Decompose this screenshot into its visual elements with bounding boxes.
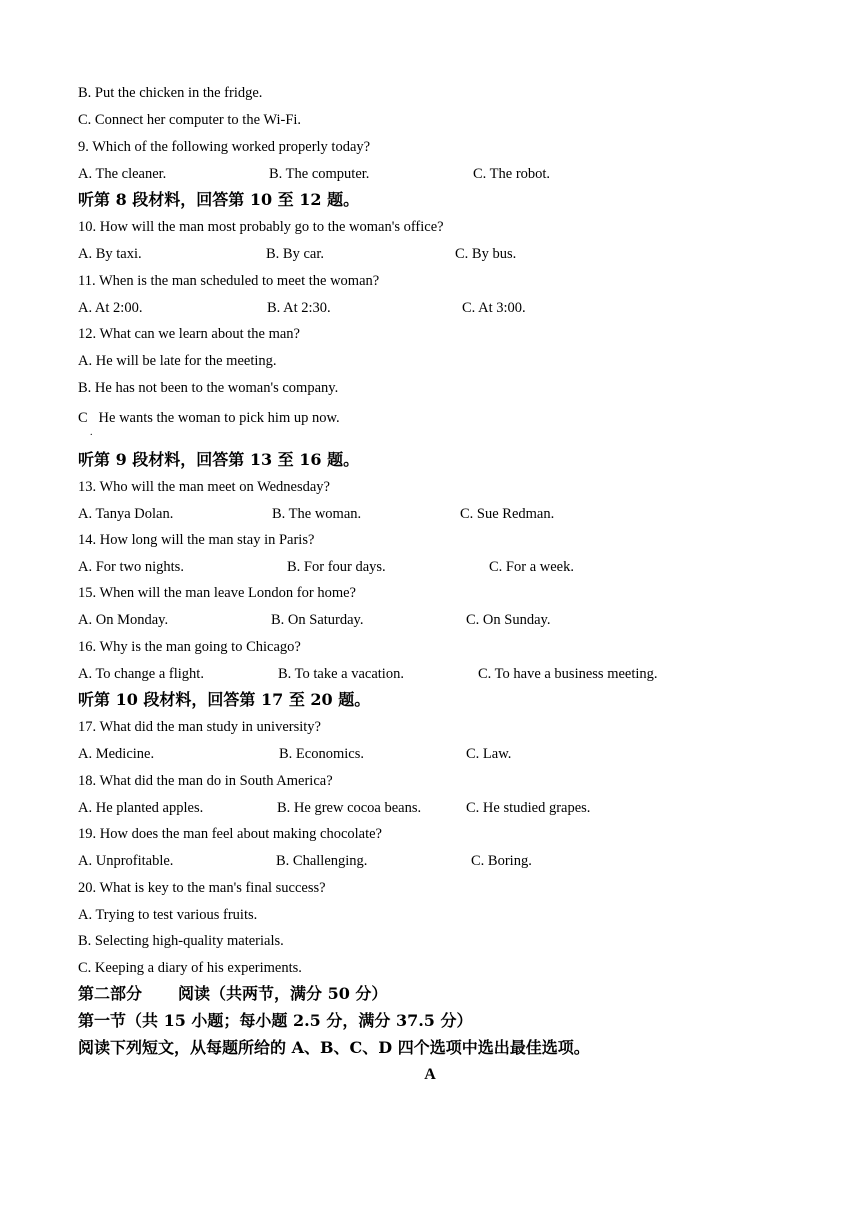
option-c: C. Keeping a diary of his experiments. xyxy=(78,960,302,976)
part-two-heading xyxy=(78,984,387,1004)
option-b: B. Economics. xyxy=(279,746,364,762)
stray-dot: . xyxy=(90,427,93,438)
section-heading: 听第 8 段材料，回答第 10 至 12 题。 xyxy=(78,190,360,209)
option-a: A. For two nights. xyxy=(78,559,184,575)
option-c: C. On Sunday. xyxy=(466,612,551,628)
option-b: B. By car. xyxy=(266,246,324,262)
option-a: A. He will be late for the meeting. xyxy=(78,353,277,369)
option-c: C. Boring. xyxy=(471,853,532,869)
question-18: 18. What did the man do in South America? xyxy=(78,773,333,789)
option-b: B. Selecting high-quality materials. xyxy=(78,933,284,949)
option-b: B. He grew cocoa beans. xyxy=(277,800,422,816)
option-b: B. The woman. xyxy=(272,506,362,522)
option-c: C. To have a business meeting. xyxy=(478,666,658,682)
option-c: C. Law. xyxy=(466,746,512,762)
option-c: C. He studied grapes. xyxy=(466,800,591,816)
option-b: B. He has not been to the woman's company. xyxy=(78,380,339,396)
section-heading: 听第 10 段材料，回答第 17 至 20 题。 xyxy=(78,690,371,709)
option-a: A. By taxi. xyxy=(78,246,142,262)
option-a: A. The cleaner. xyxy=(78,166,167,182)
option-b: B. For four days. xyxy=(287,559,386,575)
option-c: C. For a week. xyxy=(489,559,574,575)
option-c: C. Sue Redman. xyxy=(460,506,555,522)
option-b: B. The computer. xyxy=(269,166,370,182)
question-10: 10. How will the man most probably go to the woman's office? xyxy=(78,219,444,235)
option-a: A. Unprofitable. xyxy=(78,853,174,869)
option-a: A. On Monday. xyxy=(78,612,169,628)
part-two-title: 阅读（共两节，满分 50 分） xyxy=(178,984,388,1003)
question-16: 16. Why is the man going to Chicago? xyxy=(78,639,301,655)
option-c: C. At 3:00. xyxy=(462,300,526,316)
option-a: A. At 2:00. xyxy=(78,300,143,316)
question-20: 20. What is key to the man's final success? xyxy=(78,880,326,896)
question-15: 15. When will the man leave London for home? xyxy=(78,585,356,601)
question-12: 12. What can we learn about the man? xyxy=(78,326,300,342)
question-17: 17. What did the man study in university? xyxy=(78,719,321,735)
option-c: C. The robot. xyxy=(473,166,551,182)
option-c: C. By bus. xyxy=(455,246,517,262)
section-heading: 听第 9 段材料，回答第 13 至 16 题。 xyxy=(78,450,360,469)
question-14: 14. How long will the man stay in Paris? xyxy=(78,532,315,548)
option-a: A. Tanya Dolan. xyxy=(78,506,174,522)
option-line: B. Put the chicken in the fridge. xyxy=(78,85,263,101)
option-b: B. To take a vacation. xyxy=(278,666,404,682)
option-line: C. Connect her computer to the Wi-Fi. xyxy=(78,112,302,128)
option-b: B. Challenging. xyxy=(276,853,368,869)
option-a: A. To change a flight. xyxy=(78,666,204,682)
option-a: A. He planted apples. xyxy=(78,800,204,816)
section-one-heading: 第一节（共 15 小题；每小题 2.5 分，满分 37.5 分） xyxy=(78,1011,473,1030)
option-a: A. Medicine. xyxy=(78,746,155,762)
option-a: A. Trying to test various fruits. xyxy=(78,907,258,923)
option-c: C He wants the woman to pick him up now. xyxy=(78,410,340,426)
question-19: 19. How does the man feel about making chocolate? xyxy=(78,826,382,842)
option-b: B. On Saturday. xyxy=(271,612,364,628)
question-9: 9. Which of the following worked properly today? xyxy=(78,139,371,155)
part-two-label: 第二部分 xyxy=(78,984,143,1003)
question-13: 13. Who will the man meet on Wednesday? xyxy=(78,479,330,495)
option-b: B. At 2:30. xyxy=(267,300,331,316)
question-11: 11. When is the man scheduled to meet the woman? xyxy=(78,273,380,289)
passage-label: A xyxy=(424,1066,436,1083)
instructions: 阅读下列短文，从每题所给的 A、B、C、D 四个选项中选出最佳选项。 xyxy=(78,1038,590,1057)
